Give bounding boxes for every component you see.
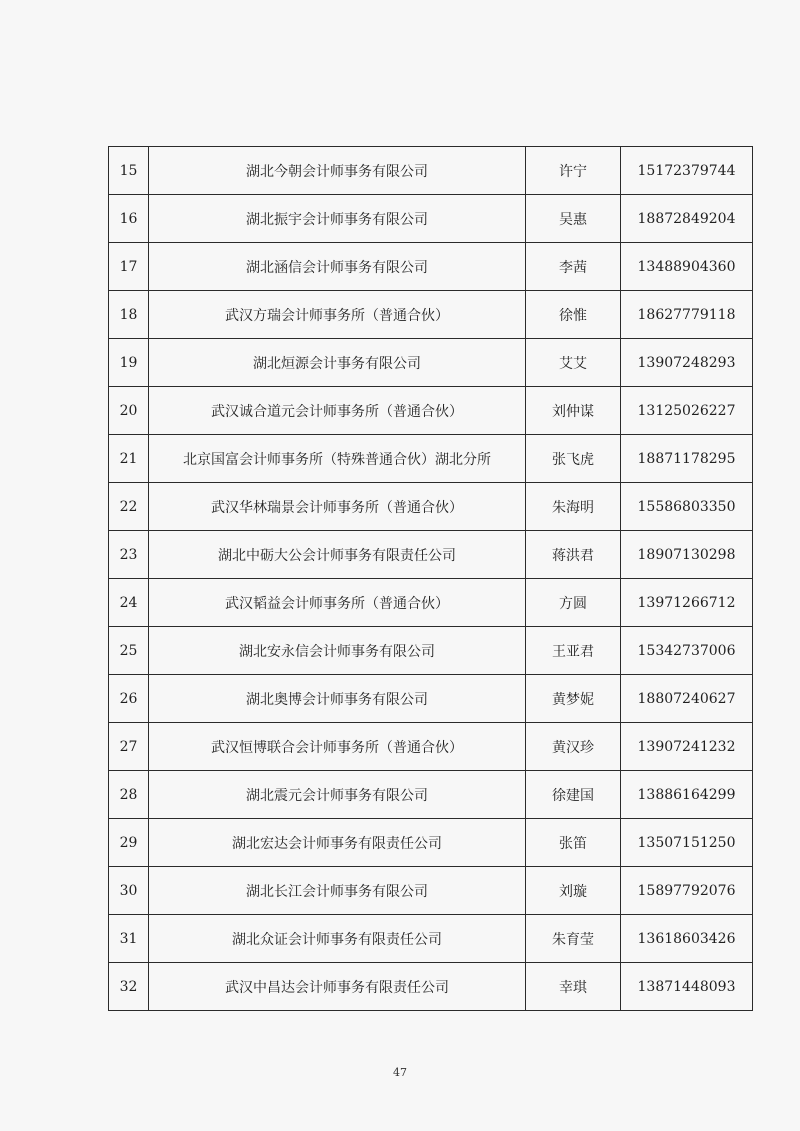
table-row: [109, 483, 753, 531]
contact-name-cell: 许宁: [526, 147, 621, 195]
firm-name-cell: 武汉韬益会计师事务所（普通合伙）: [149, 579, 526, 627]
table-row: [109, 723, 753, 771]
table-row: [109, 291, 753, 339]
firm-name-cell: 武汉方瑞会计师事务所（普通合伙）: [149, 291, 526, 339]
page-number: 47: [393, 1066, 407, 1079]
row-number-cell: 22: [109, 483, 149, 531]
phone-number-cell: 15342737006: [621, 627, 753, 675]
row-number-cell: 27: [109, 723, 149, 771]
phone-number-cell: 13971266712: [621, 579, 753, 627]
contact-name-cell: 刘璇: [526, 867, 621, 915]
contact-name-cell: 黄梦妮: [526, 675, 621, 723]
table-row: [109, 147, 753, 195]
firm-name-cell: 湖北众证会计师事务有限责任公司: [149, 915, 526, 963]
phone-number-cell: 13488904360: [621, 243, 753, 291]
phone-number-cell: 18872849204: [621, 195, 753, 243]
phone-number-cell: 15172379744: [621, 147, 753, 195]
table-row: [109, 627, 753, 675]
contact-name-cell: 蒋洪君: [526, 531, 621, 579]
firm-name-cell: 湖北奥博会计师事务有限公司: [149, 675, 526, 723]
firm-name-cell: 湖北振宇会计师事务有限公司: [149, 195, 526, 243]
contact-name-cell: 朱育莹: [526, 915, 621, 963]
table-row: [109, 819, 753, 867]
phone-number-cell: 13907241232: [621, 723, 753, 771]
row-number-cell: 32: [109, 963, 149, 1011]
contact-name-cell: 方圆: [526, 579, 621, 627]
row-number-cell: 17: [109, 243, 149, 291]
phone-number-cell: 13507151250: [621, 819, 753, 867]
table-row: [109, 579, 753, 627]
table-row: [109, 531, 753, 579]
contact-name-cell: 张笛: [526, 819, 621, 867]
table-row: [109, 915, 753, 963]
row-number-cell: 21: [109, 435, 149, 483]
firm-name-cell: 武汉诚合道元会计师事务所（普通合伙）: [149, 387, 526, 435]
firm-name-cell: 湖北长江会计师事务有限公司: [149, 867, 526, 915]
table-body: [109, 147, 753, 1011]
phone-number-cell: 18807240627: [621, 675, 753, 723]
contact-name-cell: 朱海明: [526, 483, 621, 531]
firm-name-cell: 武汉华林瑞景会计师事务所（普通合伙）: [149, 483, 526, 531]
contact-name-cell: 张飞虎: [526, 435, 621, 483]
table-row: [109, 387, 753, 435]
row-number-cell: 20: [109, 387, 149, 435]
firm-contact-table: [108, 146, 753, 1011]
phone-number-cell: 18907130298: [621, 531, 753, 579]
row-number-cell: 16: [109, 195, 149, 243]
contact-name-cell: 徐建国: [526, 771, 621, 819]
row-number-cell: 30: [109, 867, 149, 915]
contact-name-cell: 艾艾: [526, 339, 621, 387]
phone-number-cell: 13618603426: [621, 915, 753, 963]
firm-name-cell: 北京国富会计师事务所（特殊普通合伙）湖北分所: [149, 435, 526, 483]
firm-name-cell: 湖北震元会计师事务有限公司: [149, 771, 526, 819]
phone-number-cell: 13871448093: [621, 963, 753, 1011]
contact-name-cell: 吴惠: [526, 195, 621, 243]
table-row: [109, 435, 753, 483]
row-number-cell: 25: [109, 627, 149, 675]
row-number-cell: 28: [109, 771, 149, 819]
contact-name-cell: 王亚君: [526, 627, 621, 675]
firm-name-cell: 武汉中昌达会计师事务有限责任公司: [149, 963, 526, 1011]
phone-number-cell: 15897792076: [621, 867, 753, 915]
table-row: [109, 963, 753, 1011]
phone-number-cell: 13886164299: [621, 771, 753, 819]
row-number-cell: 24: [109, 579, 149, 627]
contact-name-cell: 黄汉珍: [526, 723, 621, 771]
table-row: [109, 243, 753, 291]
table-row: [109, 339, 753, 387]
firm-name-cell: 湖北今朝会计师事务有限公司: [149, 147, 526, 195]
phone-number-cell: 18871178295: [621, 435, 753, 483]
table-row: [109, 675, 753, 723]
contact-name-cell: 李茜: [526, 243, 621, 291]
row-number-cell: 26: [109, 675, 149, 723]
row-number-cell: 23: [109, 531, 149, 579]
table-row: [109, 867, 753, 915]
contact-name-cell: 徐惟: [526, 291, 621, 339]
phone-number-cell: 13907248293: [621, 339, 753, 387]
table-row: [109, 771, 753, 819]
phone-number-cell: 15586803350: [621, 483, 753, 531]
firm-name-cell: 湖北宏达会计师事务有限责任公司: [149, 819, 526, 867]
row-number-cell: 15: [109, 147, 149, 195]
firm-name-cell: 湖北安永信会计师事务有限公司: [149, 627, 526, 675]
contact-name-cell: 刘仲谋: [526, 387, 621, 435]
contact-name-cell: 幸琪: [526, 963, 621, 1011]
phone-number-cell: 18627779118: [621, 291, 753, 339]
firm-name-cell: 湖北烜源会计事务有限公司: [149, 339, 526, 387]
firm-name-cell: 湖北中砺大公会计师事务有限责任公司: [149, 531, 526, 579]
firm-name-cell: 武汉恒博联合会计师事务所（普通合伙）: [149, 723, 526, 771]
row-number-cell: 31: [109, 915, 149, 963]
table-row: [109, 195, 753, 243]
row-number-cell: 29: [109, 819, 149, 867]
firm-name-cell: 湖北涵信会计师事务有限公司: [149, 243, 526, 291]
row-number-cell: 18: [109, 291, 149, 339]
row-number-cell: 19: [109, 339, 149, 387]
phone-number-cell: 13125026227: [621, 387, 753, 435]
